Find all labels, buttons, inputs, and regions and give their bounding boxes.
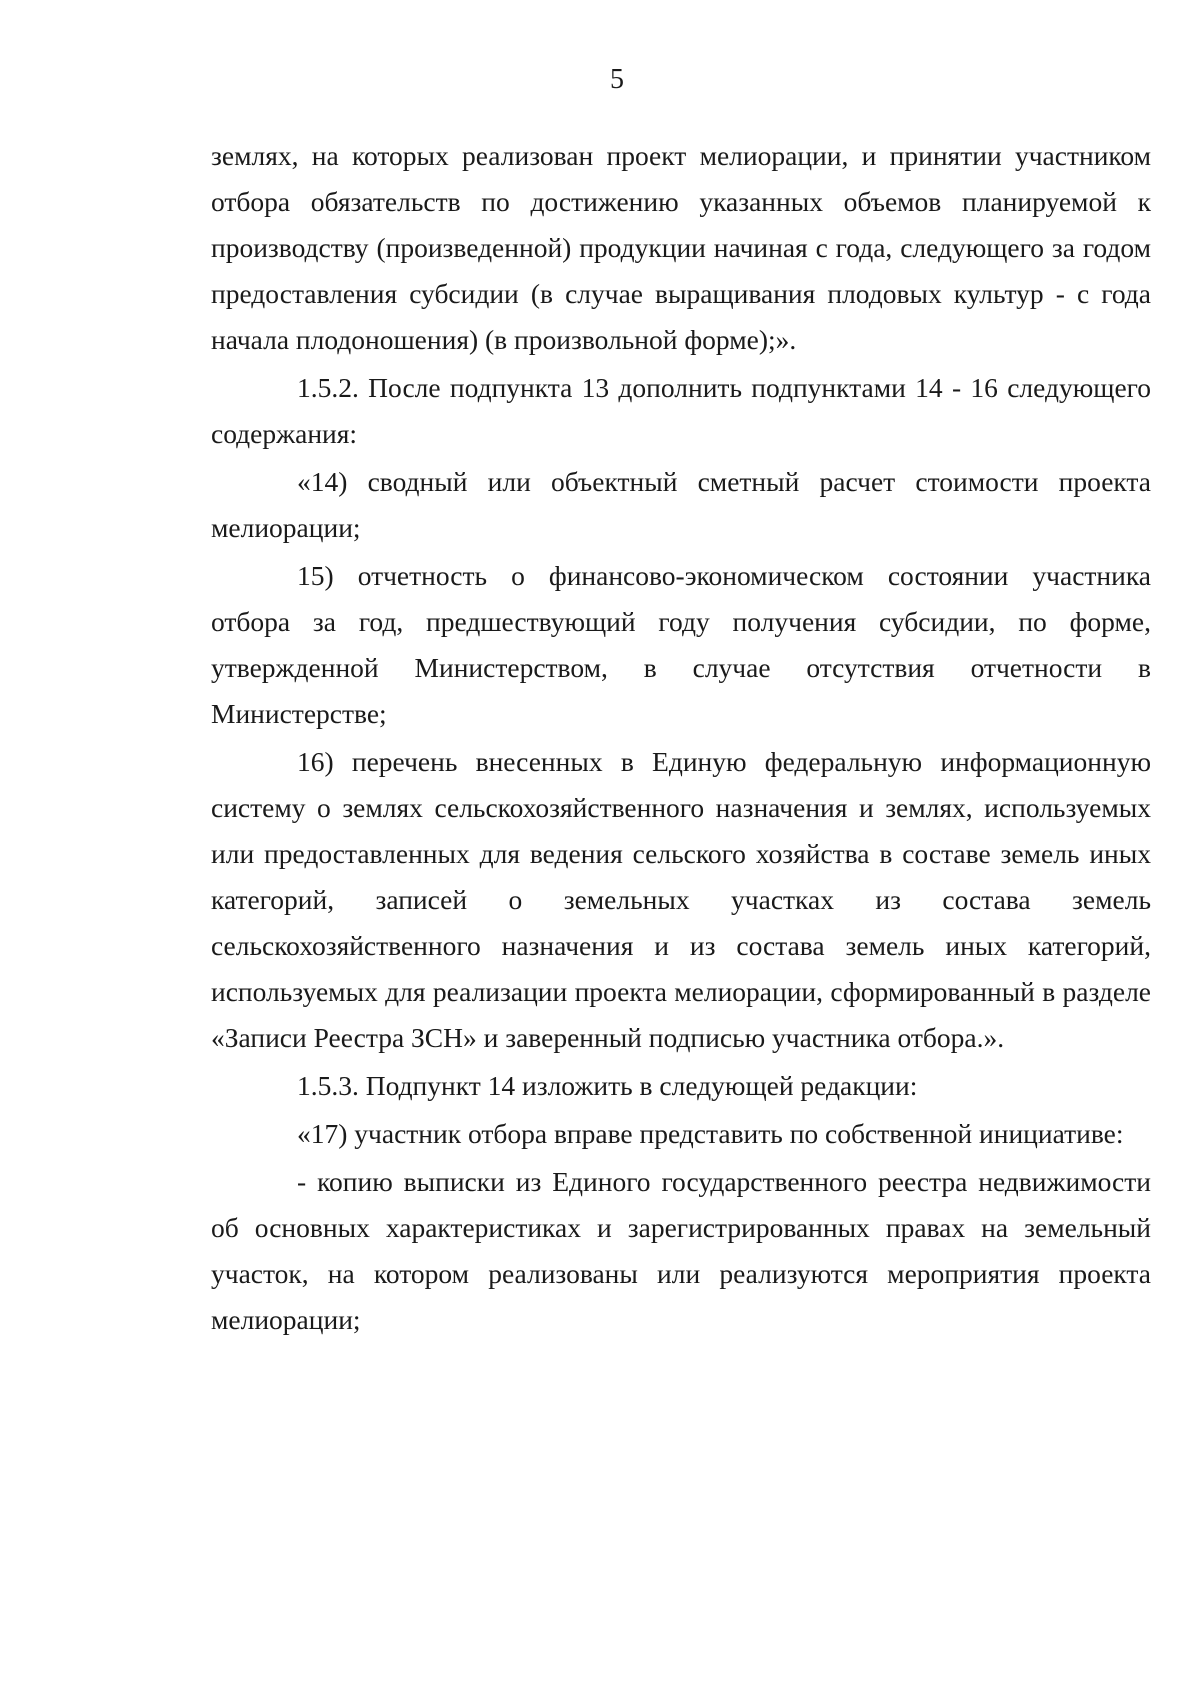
paragraph-1-5-2: 1.5.2. После подпункта 13 дополнить подпунктами 14 - 16 следующего содержания: [211, 372, 1151, 449]
paragraph-1-5-3: 1.5.3. Подпункт 14 изложить в следующей редакции: [297, 1070, 918, 1101]
paragraph-item-14: «14) сводный или объектный сметный расчет стоимости проекта мелиорации; [211, 466, 1151, 543]
paragraph-continuation: землях, на которых реализован проект мелиорации, и принятии участником отбора обязательств по достижению указанных объемов планируемой к производству (произведенной) продукции начиная с года, следующего за годом предоставления субсидии (в случае выращивания плодовых культур - с года начала плодоношения) (в произвольной форме);». [211, 140, 1151, 355]
page-number: 5 [610, 64, 624, 95]
paragraph-item-16: 16) перечень внесенных в Единую федеральную информационную систему о землях сельскохозяйственного назначения и землях, используемых или предоставленных для ведения сельского хозяйства в составе земель иных категорий, записей о земельных участках из состава земель сельскохозяйственного назначения и из состава земель иных категорий, используемых для реализации проекта мелиорации, сформированный в разделе «Записи Реестра ЗСН» и заверенный подписью участника отбора.». [211, 746, 1151, 1053]
document-body [211, 133, 1151, 1343]
paragraph-item-15: 15) отчетность о финансово-экономическом состоянии участника отбора за год, предшествующий году получения субсидии, по форме, утвержденной Министерством, в случае отсутствия отчетности в Министерстве; [211, 560, 1151, 729]
paragraph-item-17: «17) участник отбора вправе представить по собственной инициативе: [297, 1118, 1124, 1149]
paragraph-dash-item: - копию выписки из Единого государственного реестра недвижимости об основных характеристиках и зарегистрированных правах на земельный участок, на котором реализованы или реализуются мероприятия проекта мелиорации; [211, 1166, 1151, 1335]
